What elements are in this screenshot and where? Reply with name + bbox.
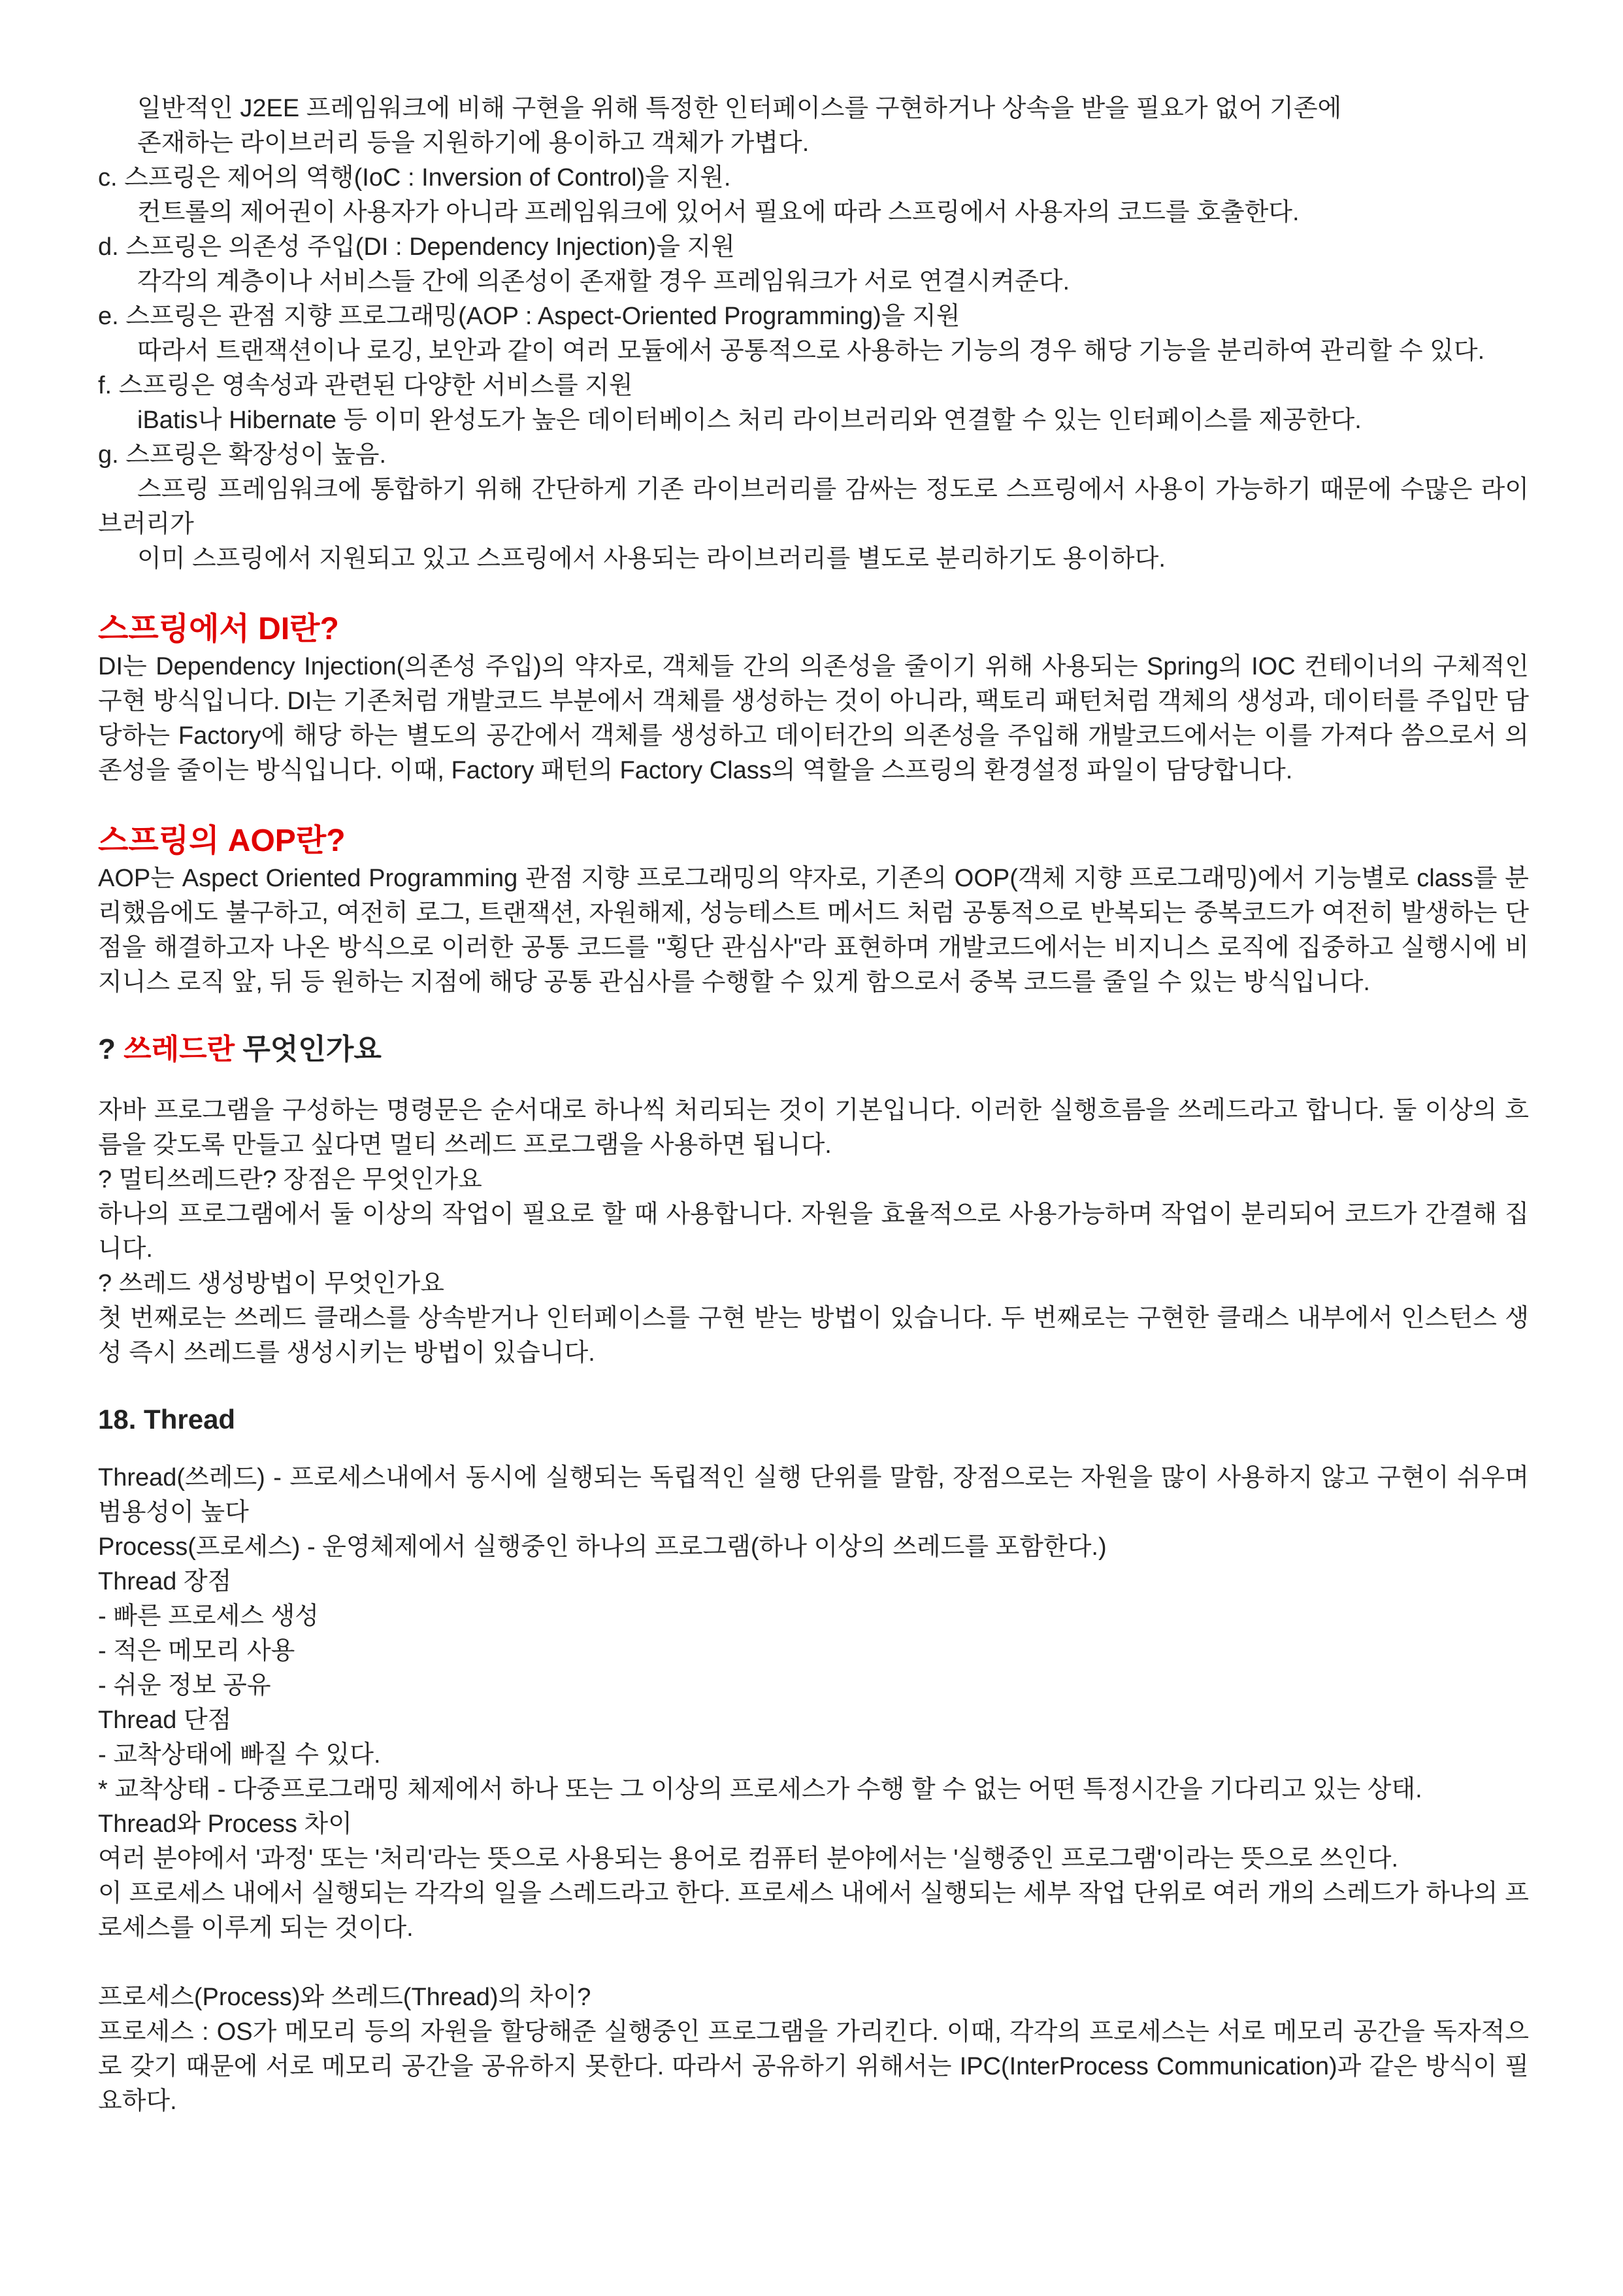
feature-g-desc1: 스프링 프레임워크에 통합하기 위해 간단하게 기존 라이브러리를 감싸는 정도로 스프링에서 사용이 가능하기 때문에 수많은 라이브러리가 [98,476,1529,538]
feature-g-desc2: 이미 스프링에서 지원되고 있고 스프링에서 사용되는 라이브러리를 별도로 분리하기도 용이하다. [137,545,1166,573]
feature-e-desc: 따라서 트랜잭션이나 로깅, 보안과 같이 여러 모듈에서 공통적으로 사용하는 기능의 경우 해당 기능을 분리하여 관리할 수 있다. [137,337,1485,365]
process-vs-thread-section [98,1980,1529,2119]
thread-qa-heading-prefix: ? [98,1033,124,1065]
thread-qa-heading-rest: 무엇인가요 [235,1033,382,1065]
thread-process-diff-p1: 여러 분야에서 '과정' 또는 '처리'라는 뜻으로 사용되는 용어로 컴퓨터 분야에서는 '실행중인 프로그램'이라는 뜻으로 쓰인다. [98,1845,1399,1873]
thread-qa-body2: 하나의 프로그램에서 둘 이상의 작업이 필요로 할 때 사용합니다. 자원을 효율적으로 사용가능하며 작업이 분리되어 코드가 간결해 집니다. [98,1200,1529,1263]
feature-b-line1: 일반적인 J2EE 프레임워크에 비해 구현을 위해 특정한 인터페이스를 구현하거나 상속을 받을 필요가 없어 기존에 [137,95,1342,122]
thread18-heading: 18. Thread [98,1403,236,1435]
thread-process-diff-p2: 이 프로세스 내에서 실행되는 각각의 일을 스레드라고 한다. 프로세스 내에서 실행되는 세부 작업 단위로 여러 개의 스레드가 하나의 프로세스를 이루게 되는 것이다. [98,1880,1529,1942]
thread18-section [98,1401,1529,1946]
aop-heading: 스프링의 AOP란? [98,824,346,858]
aop-section [98,821,1529,1000]
feature-d-title: d. 스프링은 의존성 주입(DI : Dependency Injection)을 지원 [98,233,735,261]
feature-b-line2: 존재하는 라이브러리 등을 지원하기에 용이하고 객체가 가볍다. [137,129,810,157]
thread-cons-title: Thread 단점 [98,1706,232,1735]
di-heading: 스프링에서 DI란? [98,612,339,646]
process-vs-thread-title: 프로세스(Process)와 쓰레드(Thread)의 차이? [98,1984,591,2012]
document-page [98,92,1529,2119]
thread-qa-heading-red: 쓰레드란 [123,1033,235,1065]
thread-qa-question2: ? 멀티쓰레드란? 장점은 무엇인가요 [98,1165,482,1193]
deadlock-definition: * 교착상태 - 다중프로그래밍 체제에서 하나 또는 그 이상의 프로세스가 수행 할 수 없는 어떤 특정시간을 기다리고 있는 상태. [98,1776,1422,1804]
thread-pros-item: - 쉬운 정보 공유 [98,1672,271,1700]
thread-qa-body1: 자바 프로그램을 구성하는 명령문은 순서대로 하나씩 처리되는 것이 기본입니다. 이러한 실행흐름을 쓰레드라고 합니다. 둘 이상의 흐름을 갖도록 만들고 싶다면 멀티 쓰레드 프로그램을 사용하면 됩니다. [98,1096,1529,1159]
feature-f-desc: iBatis나 Hibernate 등 이미 완성도가 높은 데이터베이스 처리 라이브러리와 연결할 수 있는 인터페이스를 제공한다. [137,407,1362,434]
feature-d-desc: 각각의 계층이나 서비스들 간에 의존성이 존재할 경우 프레임워크가 서로 연결시켜준다. [137,268,1070,295]
thread-pros-item: - 빠른 프로세스 생성 [98,1603,319,1631]
thread-qa-body3: 첫 번째로는 쓰레드 클래스를 상속받거나 인터페이스를 구현 받는 방법이 있습니다. 두 번째로는 구현한 클래스 내부에서 인스턴스 생성 즉시 쓰레드를 생성시키는 방법이 있습니다. [98,1304,1529,1367]
di-body: DI는 Dependency Injection(의존성 주입)의 약자로, 객체들 간의 의존성을 줄이기 위해 사용되는 Spring의 IOC 컨테이너의 구체적인 구현 방식입니다. DI는 기존처럼 개발코드 부분에서 객체를 생성하는 것이 아니라, 팩토리 패턴처럼 객체의 생성과, 데이터를 주입만 담당하는 Factory에 해당 하는 별도의 공간에서 객체를 생성하고 데이터간의 의존성을 주입해 개발코드에서는 이를 가져다 씀으로서 의존성을 줄이는 방식입니다. 이때, Factory 패턴의 Factory Class의 역할을 스프링의 환경설정 파일이 담당합니다. [98,653,1529,784]
process-definition: Process(프로세스) - 운영체제에서 실행중인 하나의 프로그램(하나 이상의 쓰레드를 포함한다.) [98,1533,1107,1561]
thread-qa-question3: ? 쓰레드 생성방법이 무엇인가요 [98,1269,445,1297]
thread-pros-title: Thread 장점 [98,1568,232,1596]
thread-definition: Thread(쓰레드) - 프로세스내에서 동시에 실행되는 독립적인 실행 단위를 말함, 장점으로는 자원을 많이 사용하지 않고 구현이 쉬우며 범용성이 높다 [98,1464,1529,1527]
thread-qa-heading [98,1030,1529,1069]
process-vs-thread-body: 프로세스 : OS가 메모리 등의 자원을 할당해준 실행중인 프로그램을 가리킨다. 이때, 각각의 프로세스는 서로 메모리 공간을 독자적으로 갖기 때문에 서로 메모리 공간을 공유하지 못한다. 따라서 공유하기 위해서는 IPC(InterProcess Communication)과 같은 방식이 필요하다. [98,2018,1529,2116]
spacer [98,1946,1529,1980]
feature-f-title: f. 스프링은 영속성과 관련된 다양한 서비스를 지원 [98,372,633,399]
feature-e-title: e. 스프링은 관점 지향 프로그래밍(AOP : Aspect-Oriented Programming)을 지원 [98,303,960,330]
thread-qa-section [98,1030,1529,1371]
spring-features-list [98,92,1529,576]
thread-pros-item: - 적은 메모리 사용 [98,1637,295,1665]
feature-c-title: c. 스프링은 제어의 역행(IoC : Inversion of Control)을 지원. [98,164,731,191]
feature-c-desc: 컨트롤의 제어권이 사용자가 아니라 프레임워크에 있어서 필요에 따라 스프링에서 사용자의 코드를 호출한다. [137,199,1300,226]
thread-cons-item: - 교착상태에 빠질 수 있다. [98,1741,381,1769]
feature-g-title: g. 스프링은 확장성이 높음. [98,441,387,469]
di-section [98,609,1529,788]
aop-body: AOP는 Aspect Oriented Programming 관점 지향 프로그래밍의 약자로, 기존의 OOP(객체 지향 프로그래밍)에서 기능별로 class를 분리했음에도 불구하고, 여전히 로그, 트랜잭션, 자원해제, 성능테스트 메서드 처럼 공통적으로 반복되는 중복코드가 여전히 발생하는 단점을 해결하고자 나온 방식으로 이러한 공통 코드를 "횡단 관심사"라 표현하며 개발코드에서는 비지니스 로직에 집중하고 실행시에 비지니스 로직 앞, 뒤 등 원하는 지점에 해당 공통 관심사를 수행할 수 있게 함으로서 중복 코드를 줄일 수 있는 방식입니다. [98,865,1529,996]
thread-process-diff-title: Thread와 Process 차이 [98,1810,352,1838]
